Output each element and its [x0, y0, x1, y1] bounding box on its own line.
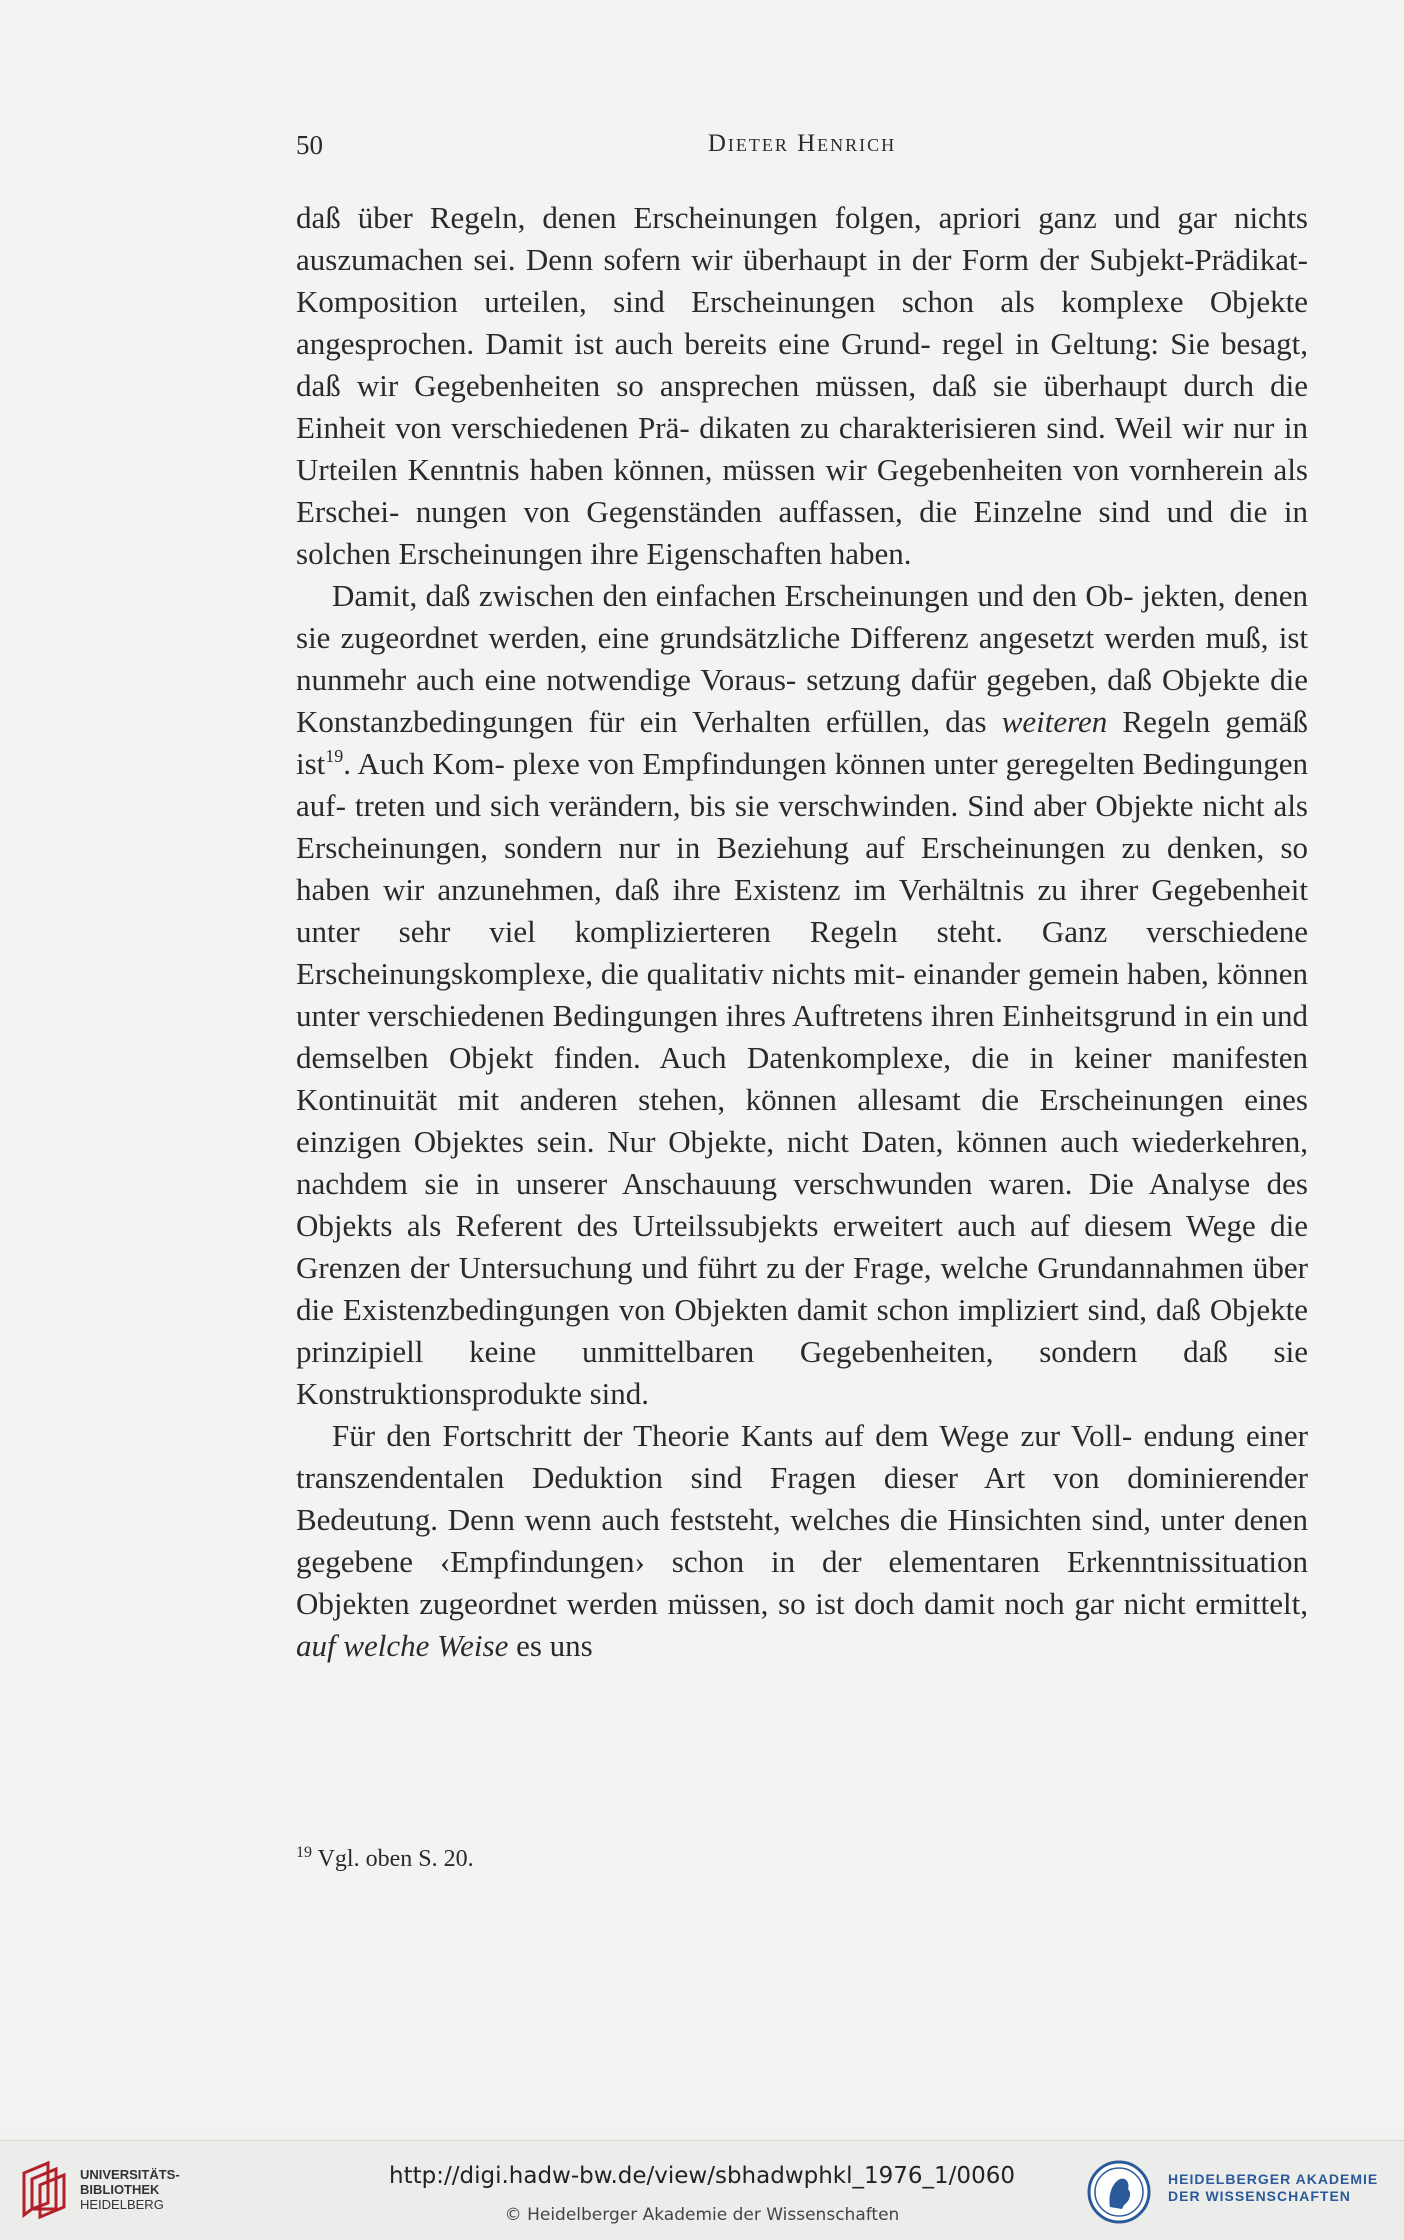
- text-line: Grundannahmen über die Existenzbedingungen von Objekten damit: [296, 1250, 1308, 1327]
- footnote-marker: 19: [296, 1844, 312, 1861]
- text-line: Wege die Grenzen der Untersuchung und führt zu der Frage, welche: [296, 1208, 1308, 1285]
- emphasis-auf-welche-weise: auf welche Weise: [296, 1628, 509, 1663]
- text-line: nichts auszumachen sei. Denn sofern wir überhaupt in der Form der: [296, 200, 1308, 277]
- text-line: angesetzt werden muß, ist nunmehr auch eine notwendige Voraus-: [296, 620, 1308, 697]
- page-number: 50: [296, 130, 323, 160]
- footnote-text: Vgl. oben S. 20.: [312, 1846, 474, 1872]
- text-line: einander gemein haben, können unter verschiedenen Bedingungen: [296, 956, 1308, 1033]
- text-line: Gegebenheiten, sondern daß sie Konstruktionsprodukte sind.: [296, 1334, 1308, 1411]
- university-library-name: UNIVERSITÄTS- BIBLIOTHEK HEIDELBERG: [80, 2167, 180, 2212]
- copyright-notice: © Heidelberger Akademie der Wissenschaften: [504, 2205, 900, 2225]
- line-with-emphasis: ein Verhalten erfüllen, das weiteren Regeln gemäß ist$^{19}$. Auch Kom-: [296, 704, 1308, 781]
- text-line: treten und sich verändern, bis sie verschwinden. Sind aber Objekte: [354, 788, 1203, 823]
- text-line: dikaten zu charakterisieren sind. Weil wir nur in Urteilen Kenntnis: [296, 410, 1308, 487]
- academy-seal-icon: [1086, 2159, 1152, 2225]
- text-line: komplexe Objekte angesprochen. Damit ist auch bereits eine Grund-: [296, 284, 1308, 361]
- text-line: ihres Auftretens ihren Einheitsgrund in ein und demselben Objekt: [296, 998, 1308, 1075]
- text-line: elementaren Erkenntnissituation Objekten zugeordnet werden müssen,: [296, 1544, 1308, 1621]
- text-line: regel in Geltung: Sie besagt, daß wir Gegebenheiten so ansprechen: [296, 326, 1308, 403]
- text-line: setzung dafür gegeben, daß Objekte die Konstanzbedingungen für: [296, 662, 1308, 739]
- text-line: mit anderen stehen, können allesamt die Erscheinungen eines einzigen: [296, 1082, 1308, 1159]
- paragraph-2: [296, 575, 1308, 1415]
- academy-name: HEIDELBERGER AKADEMIE DER WISSENSCHAFTEN: [1168, 2171, 1379, 2204]
- text-line: plexe von Empfindungen können unter geregelten Bedingungen auf-: [296, 746, 1308, 823]
- paragraph-3: [296, 1415, 1308, 1667]
- line-with-emphasis: so ist doch damit noch gar nicht ermittelt, auf welche Weise es uns: [296, 1586, 1309, 1663]
- page-header: [296, 130, 1308, 170]
- emphasis-weiteren: weiteren: [1001, 704, 1108, 739]
- text-line: solchen Erscheinungen ihre Eigenschaften haben.: [296, 536, 912, 571]
- text-line: müssen, daß sie überhaupt durch die Einheit von verschiedenen Prä-: [296, 368, 1308, 445]
- text-line: nachdem sie in unserer Anschauung verschwunden waren. Die Analyse: [296, 1166, 1267, 1201]
- text-line: nungen von Gegenständen auffassen, die Einzelne sind und die in: [415, 494, 1309, 529]
- text-line: jekten, denen sie zugeordnet werden, eine grundsätzliche Differenz: [296, 578, 1308, 655]
- text-line: haben können, müssen wir Gegebenheiten von vornherein als Erschei-: [296, 452, 1308, 529]
- text-line: Ganz verschiedene Erscheinungskomplexe, die qualitativ nichts mit-: [296, 914, 1309, 991]
- footnote-ref[interactable]: 19: [325, 746, 344, 766]
- text-line: Objektes sein. Nur Objekte, nicht Daten, können auch wiederkehren,: [413, 1124, 1308, 1159]
- running-head: Dieter Henrich: [707, 130, 897, 157]
- text-line: zu denken, so haben wir anzunehmen, daß ihre Existenz im Verhältnis: [296, 830, 1309, 907]
- source-url-link[interactable]: http://digi.hadw-bw.de/view/sbhadwphkl_1976_1/0060: [389, 2163, 1015, 2189]
- text-line: schon impliziert sind, daß Objekte prinzipiell keine unmittelbaren: [296, 1292, 1308, 1369]
- text-line: endung einer transzendentalen Deduktion sind Fragen dieser Art von: [296, 1418, 1308, 1495]
- text-line: Damit, daß zwischen den einfachen Erscheinungen und den Ob-: [332, 578, 1143, 613]
- text-line: nicht als Erscheinungen, sondern nur in Beziehung auf Erscheinungen: [296, 788, 1308, 865]
- text-line: daß über Regeln, denen Erscheinungen folgen, apriori ganz und gar: [296, 200, 1234, 235]
- footer-bar: [0, 2140, 1404, 2240]
- text-line: dominierender Bedeutung. Denn wenn auch feststeht, welches die: [296, 1460, 1308, 1537]
- text-line: Für den Fortschritt der Theorie Kants auf dem Wege zur Voll-: [332, 1418, 1144, 1453]
- footnote: [296, 1846, 474, 1873]
- paragraph-1: [296, 197, 1308, 575]
- text-line: finden. Auch Datenkomplexe, die in keiner manifesten Kontinuität: [296, 1040, 1308, 1117]
- text-line: des Objekts als Referent des Urteilssubjekts erweitert auch auf diesem: [296, 1166, 1308, 1243]
- text-line: Hinsichten sind, unter denen gegebene ‹Empfindungen› schon in der: [296, 1502, 1308, 1579]
- text-line: Subjekt-Prädikat-Komposition urteilen, sind Erscheinungen schon als: [296, 242, 1308, 319]
- body-text: [296, 197, 1308, 1667]
- text-line: zu ihrer Gegebenheit unter sehr viel komplizierteren Regeln steht.: [296, 872, 1308, 949]
